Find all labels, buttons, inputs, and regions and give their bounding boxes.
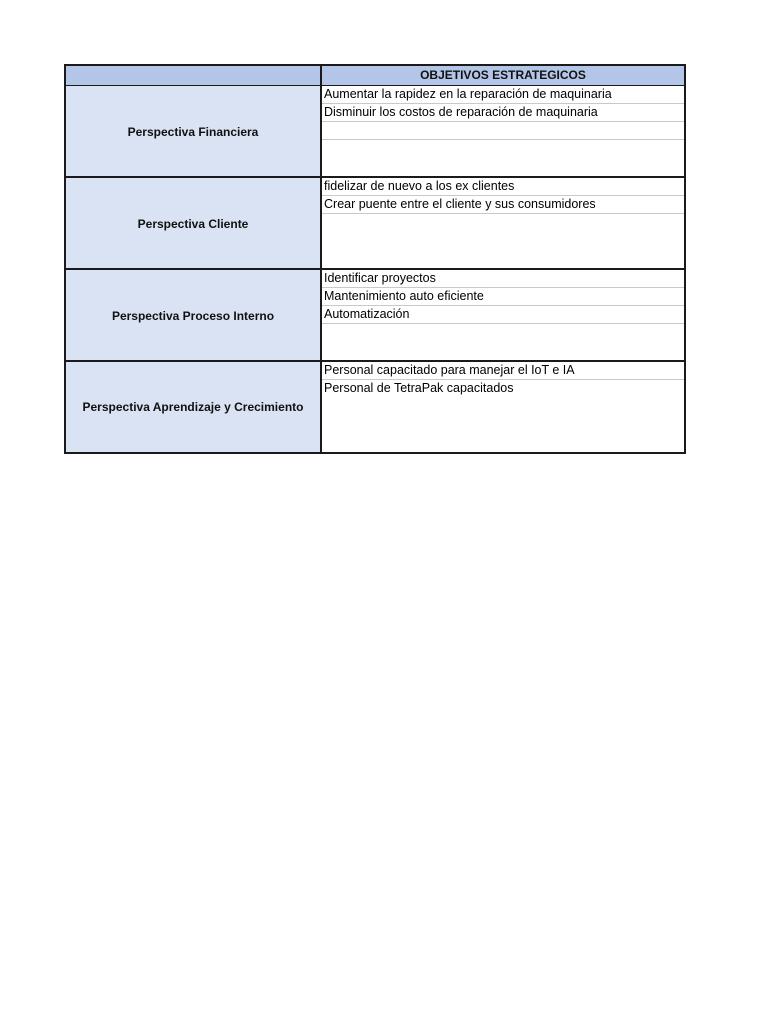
objective-cell: Automatización (322, 306, 684, 324)
perspective-group-cliente (66, 178, 684, 270)
objectives-header-cell: OBJETIVOS ESTRATEGICOS (420, 68, 586, 82)
objective-cell: Crear puente entre el cliente y sus consumidores (322, 196, 684, 214)
header-empty-cell (66, 66, 322, 85)
strategic-objectives-table (64, 64, 686, 454)
objective-cell (322, 122, 684, 140)
perspective-cell: Perspectiva Proceso Interno (66, 270, 322, 362)
objective-cell (322, 140, 684, 178)
objective-cell (322, 214, 684, 232)
objectives-list (322, 362, 684, 452)
objective-cell (322, 398, 684, 416)
objective-cell: Identificar proyectos (322, 270, 684, 288)
perspective-group-proceso-interno (66, 270, 684, 362)
objectives-list (322, 270, 684, 362)
objectives-list (322, 86, 684, 178)
objective-cell: Aumentar la rapidez en la reparación de maquinaria (322, 86, 684, 104)
objective-cell: Personal capacitado para manejar el IoT e IA (322, 362, 684, 380)
objective-cell (322, 324, 684, 362)
table-header-row (66, 66, 684, 86)
perspective-group-financiera (66, 86, 684, 178)
objectives-list (322, 178, 684, 270)
perspective-cell: Perspectiva Financiera (66, 86, 322, 178)
objective-cell: Mantenimiento auto eficiente (322, 288, 684, 306)
objective-cell: Disminuir los costos de reparación de maquinaria (322, 104, 684, 122)
objective-cell: fidelizar de nuevo a los ex clientes (322, 178, 684, 196)
objective-cell: Personal de TetraPak capacitados (324, 381, 514, 395)
perspective-cell: Perspectiva Cliente (66, 178, 322, 270)
perspective-group-aprendizaje (66, 362, 684, 452)
perspective-cell: Perspectiva Aprendizaje y Crecimiento (66, 362, 322, 452)
